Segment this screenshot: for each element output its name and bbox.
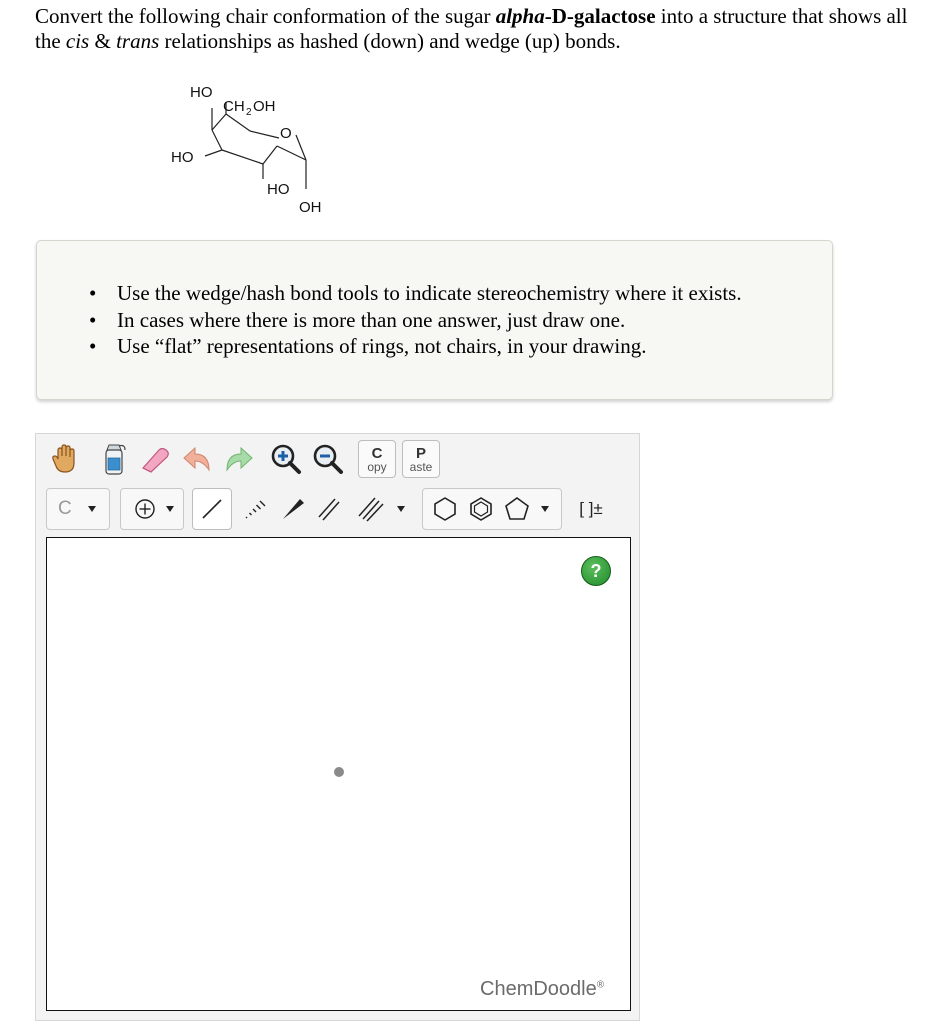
canvas-center-dot [334, 767, 344, 777]
label-ho-left: HO [171, 149, 194, 166]
brand-text: ChemDoodle [480, 978, 597, 1000]
copy-label-top: C [371, 444, 383, 462]
copy-label-bottom: opy [367, 459, 387, 474]
question-prefix: Convert the following chair conformation of the sugar [35, 4, 496, 28]
hashed-bond-icon[interactable] [236, 488, 274, 530]
zoom-out-icon[interactable] [308, 439, 348, 479]
charge-add-dropdown[interactable] [120, 488, 184, 530]
triple-bond-dropdown[interactable] [348, 488, 410, 530]
caret-down-icon [166, 506, 174, 512]
instructions-box [36, 240, 833, 400]
caret-down-icon [541, 506, 549, 512]
label-ch2oh-sub: 2 [246, 107, 252, 118]
ring-template-dropdown[interactable] [422, 488, 562, 530]
question-middle: into a structure that shows all the [35, 4, 908, 53]
label-ho-bottom: HO [267, 181, 290, 198]
double-bond-icon[interactable] [310, 488, 348, 530]
paste-label-bottom: aste [409, 459, 433, 474]
question-trans: trans [116, 29, 160, 53]
help-label: ? [590, 560, 602, 581]
instruction-item: • Use the wedge/hash bond tools to indicate stereochemistry where it exists. [89, 280, 742, 307]
circle-plus-icon [128, 498, 162, 520]
question-text [35, 4, 935, 54]
drawing-canvas[interactable] [46, 537, 631, 1011]
caret-down-icon [88, 506, 96, 512]
chemdoodle-logo [480, 978, 604, 1001]
toolbar-bottom [36, 484, 641, 534]
atom-label: C [58, 498, 72, 519]
undo-icon[interactable] [178, 439, 218, 479]
question-suffix: relationships as hashed (down) and wedge (up) bonds. [159, 29, 621, 53]
redo-icon[interactable] [218, 439, 258, 479]
label-ch2oh-ch: CH [223, 98, 245, 115]
pan-hand-icon[interactable] [46, 439, 86, 479]
charge-bracket-button[interactable] [568, 488, 614, 530]
label-oh-bottom: OH [299, 199, 322, 216]
wedge-bond-icon[interactable] [274, 488, 312, 530]
sugar-greek: alpha [495, 4, 545, 28]
atom-selector-dropdown[interactable] [46, 488, 110, 530]
hexagon-ring-icon [427, 495, 463, 523]
instruction-item: • In cases where there is more than one answer, just draw one. [89, 307, 742, 334]
instructions-list [89, 280, 742, 360]
label-ho-top: HO [190, 84, 213, 101]
charge-bracket-label: [ ]± [579, 499, 603, 518]
zoom-in-icon[interactable] [266, 439, 306, 479]
question-cis: cis [65, 29, 90, 53]
label-ch2oh-oh: OH [253, 98, 276, 115]
copy-button[interactable] [358, 440, 396, 478]
pentagon-ring-icon [499, 495, 535, 523]
chair-conformation-figure [160, 78, 360, 223]
instruction-item: • Use “flat” representations of rings, not chairs, in your drawing. [89, 333, 742, 360]
label-ring-o: O [280, 125, 292, 142]
toolbar-top [36, 434, 641, 484]
paste-label-top: P [415, 444, 426, 462]
sugar-name: -D-galactose [544, 4, 656, 28]
help-button[interactable] [581, 556, 611, 586]
brand-mark: ® [596, 979, 605, 991]
eraser-icon[interactable] [136, 439, 176, 479]
triple-bond-icon [355, 496, 387, 522]
benzene-ring-icon [463, 495, 499, 523]
chemdoodle-editor [35, 433, 640, 1021]
paste-button[interactable] [402, 440, 440, 478]
single-bond-icon[interactable] [192, 488, 232, 530]
cleaner-spray-icon[interactable] [94, 439, 134, 479]
caret-down-icon [397, 506, 405, 512]
question-amp: & [89, 29, 117, 53]
